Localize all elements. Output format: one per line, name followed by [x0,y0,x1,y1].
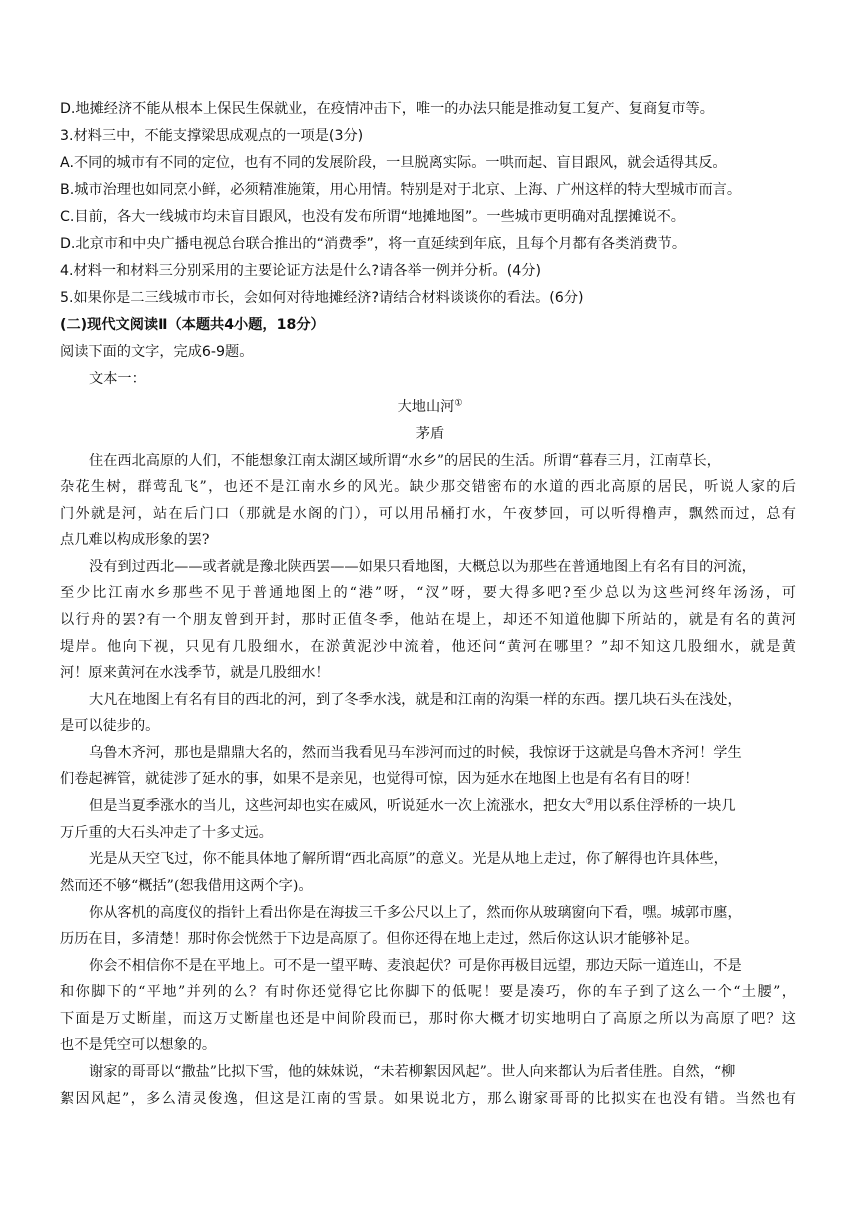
p1-line: 杂花生树，群莺乱飞”，也还不是江南水乡的风光。缺少那交错密布的水道的西北高原的居民，听说人家的后 [60,479,796,495]
p7-line: 历历在目，多清楚！那时你会恍然于下边是高原了。但你还得在地上走过，然后你这认识才能够补足。 [60,931,699,947]
p7-line: 你从客机的高度仪的指针上看出你是在海拔三千多公尺以上了，然而你从玻璃窗向下看，嘿。城郭市廛， [89,905,742,921]
p9-line: 絮因风起”，多么清灵俊逸，但这是江南的雪景。如果说北方，那么谢家哥哥的比拟实在也没有错。当然也有 [60,1091,796,1107]
section-instruction: 阅读下面的文字，完成6-9题。 [60,344,254,360]
p1-line: 门外就是河，站在后门口（那就是水阁的门），可以用吊桶打水，午夜梦回，可以听得橹声，飘然而过，总有 [60,506,796,522]
p2-line: 没有到过西北——或者就是豫北陕西罢——如果只看地图，大概总以为那些在普通地图上有名有目的河流， [89,559,756,575]
p8-line: 下面是万丈断崖，而这万丈断崖也还是中间阶段而已，那时你大概才切实地明白了高原之所以为高原了吧？这 [60,1011,796,1027]
q2-option-d: D.地摊经济不能从根本上保民生保就业，在疫情冲击下，唯一的办法只能是推动复工复产、复商复市等。 [60,101,714,117]
q3-stem: 3.材料三中，不能支撑梁思成观点的一项是(3分) [60,128,364,144]
title-footnote-mark: ① [454,398,463,409]
p9-line: 谢家的哥哥以“撒盐”比拟下雪，他的妹妹说，“未若柳絮因风起”。世人向来都认为后者佳胜。自然，“柳 [89,1064,736,1080]
p4-line: 乌鲁木齐河，那也是鼎鼎大名的，然而当我看见马车涉河而过的时候，我惊讶于这就是乌鲁木齐河！学生 [89,745,742,761]
p8-line: 也不是凭空可以想象的。 [60,1037,217,1053]
p3-line: 是可以徒步的。 [60,718,160,734]
p5-line: 万斤重的大石头冲走了十多丈远。 [60,825,273,841]
p5-line [89,795,796,817]
q3-option-c: C.目前，各大一线城市均未盲目跟风，也没有发布所谓“地摊地图”。一些城市更明确对乱摆摊说不。 [60,209,685,225]
p8-line: 和你脚下的“平地”并列的么？有时你还觉得它比你脚下的低呢！要是凑巧，你的车子到了这么一个“土腰”， [60,984,796,1000]
q3-option-a: A.不同的城市有不同的定位，也有不同的发展阶段，一旦脱离实际。一哄而起、盲目跟风，就会适得其反。 [60,155,727,171]
article-title-text: 大地山河 [397,399,455,415]
p2-line: 至少比江南水乡那些不见于普通地图上的“港”呀，“汊”呀，要大得多吧?至少总以为这些河终年汤汤，可 [60,585,796,601]
q5-stem: 5.如果你是二三线城市市长，会如何对待地摊经济?请结合材料谈谈你的看法。(6分) [60,290,584,306]
p6-line: 光是从天空飞过，你不能具体地了解所谓“西北高原”的意义。光是从地上走过，你了解得也许具体些， [89,851,728,867]
q3-option-d: D.北京市和中央广播电视总台联合推出的“消费季”，将一直延续到年底，且每个月都有各类消费节。 [60,236,687,252]
p1-line: 住在西北高原的人们，不能想象江南太湖区域所谓“水乡”的居民的生活。所谓“暮春三月，江南草长， [89,453,721,469]
p2-line: 堤岸。他向下视，只见有几股细水，在淤黄泥沙中流着，他还问“黄河在哪里？”却不知这几股细水，就是黄 [60,639,796,655]
p2-line: 河！原来黄河在水浅季节，就是几股细水！ [60,665,330,681]
q4-stem: 4.材料一和材料三分别采用的主要论证方法是什么?请各举一例并分析。(4分) [60,263,541,279]
p1-line: 点几难以构成形象的罢? [60,532,210,548]
p5-footnote-mark: ② [585,797,594,808]
q3-option-b: B.城市治理也如同烹小鲜，必须精准施策，用心用情。特别是对于北京、上海、广州这样的特大型城市而言。 [60,182,742,198]
p6-line: 然而还不够“概括”(恕我借用这两个字)。 [60,878,313,894]
p5-text-a: 但是当夏季涨水的当儿，这些河却也实在威风，听说延水一次上流涨水，把女大 [89,798,586,814]
article-title [0,396,860,418]
section-heading: (二)现代文阅读Ⅱ（本题共4小题，18分） [60,317,325,333]
text-label: 文本一： [89,371,146,387]
article-author: 茅盾 [415,426,445,442]
p3-line: 大凡在地图上有名有目的西北的河，到了冬季水浅，就是和江南的沟渠一样的东西。摆几块石头在浅处， [89,692,742,708]
p2-line: 以行舟的罢?有一个朋友曾到开封，那时正值冬季，他站在堤上，却还不知道他脚下所站的，就是有名的黄河 [60,612,796,628]
p4-line: 们卷起裤管，就徒涉了延水的事，如果不是亲见，也觉得可惊，因为延水在地图上也是有名有目的呀！ [60,771,699,787]
p8-line: 你会不相信你不是在平地上。可不是一望平畴、麦浪起伏？可是你再极目远望，那边天际一道连山，不是 [89,958,742,974]
p5-text-b: 用以系住浮桥的一块几 [593,798,736,814]
